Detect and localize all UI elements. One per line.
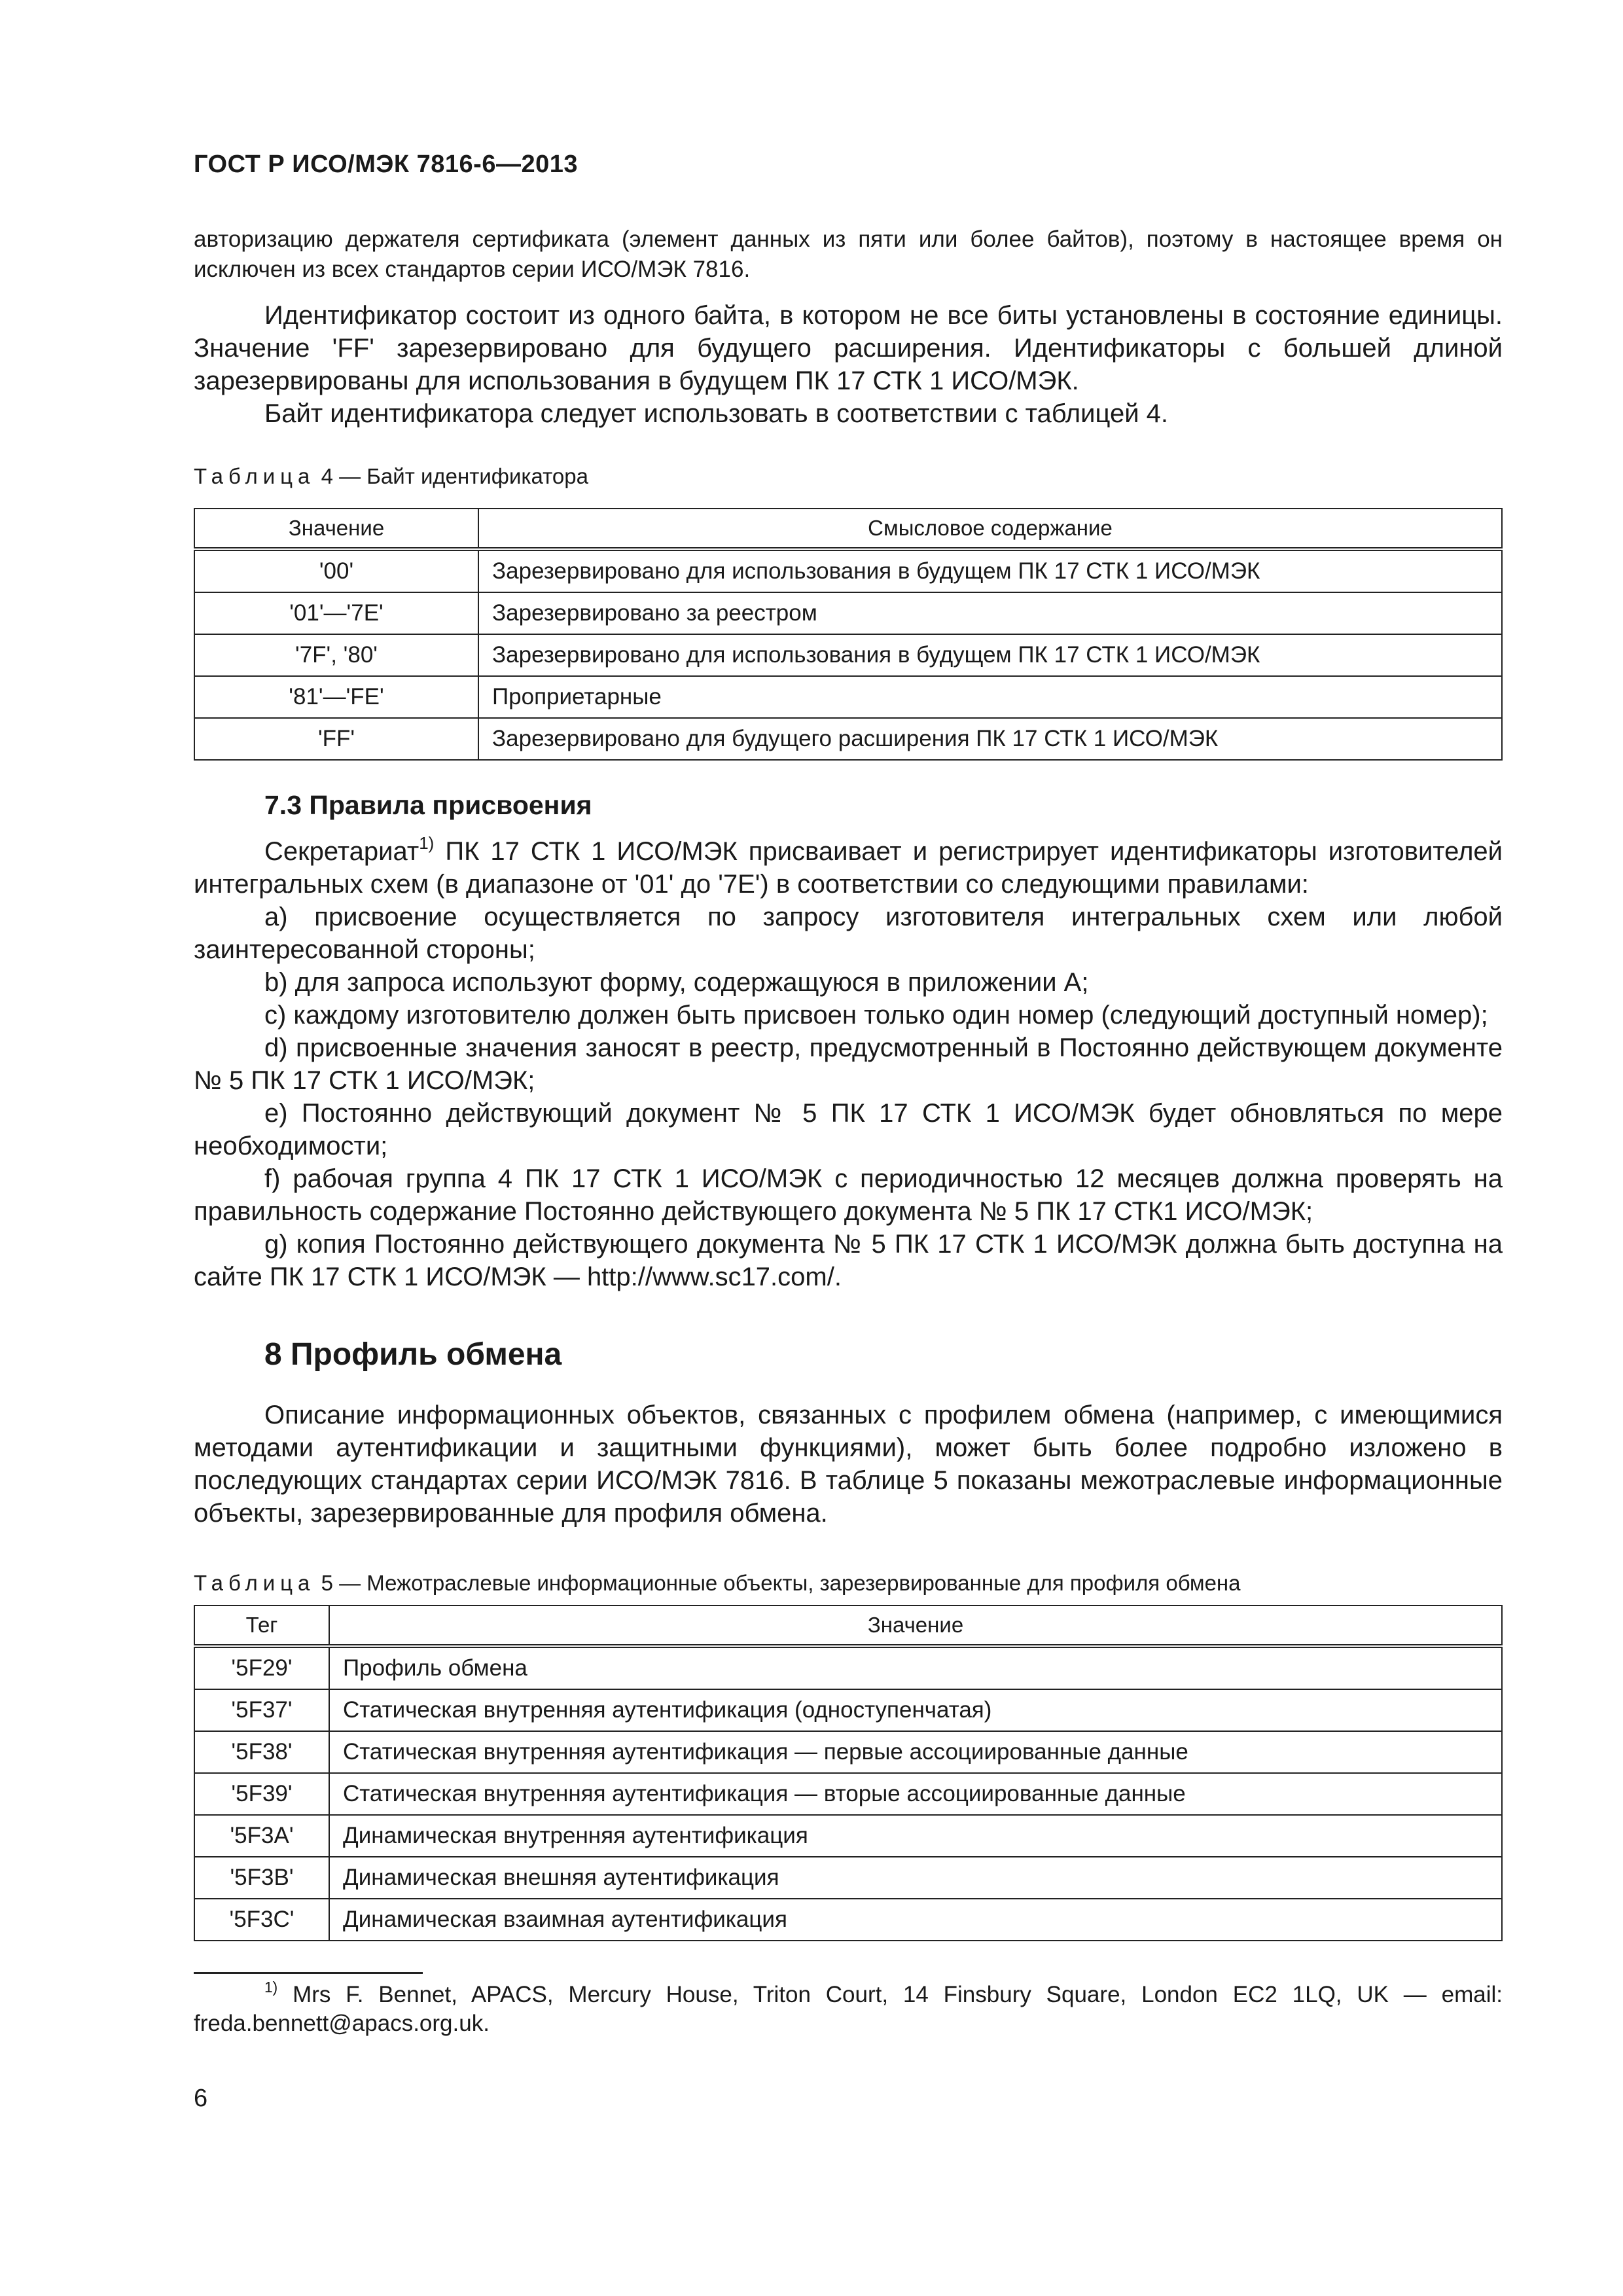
identifier-paragraph: Идентификатор состоит из одного байта, в котором не все биты установлены в состояние единицы. Значение 'FF' зарезервировано для будущего расширения. Идентификаторы с большей длиной зарезервированы для использования в будущем ПК 17 СТК 1 ИСО/МЭК. <box>194 301 1503 395</box>
list-item: a) присвоение осуществляется по запросу изготовителя интегральных схем или любой заинтересованной стороны; <box>194 903 1503 964</box>
footnote-ref[interactable]: 1) <box>419 833 435 853</box>
table4 <box>194 508 1503 761</box>
table-header-row <box>194 1605 1502 1646</box>
list-item: g) копия Постоянно действующего документа № 5 ПК 17 СТК 1 ИСО/МЭК должна быть доступна на сайте ПК 17 СТК 1 ИСО/МЭК — http://www.sc17.com/. <box>194 1230 1503 1291</box>
continuation-paragraph: авторизацию держателя сертификата (элемент данных из пяти или более байтов), поэтому в настоящее время он исключен из всех стандартов серии ИСО/МЭК 7816. <box>194 226 1503 282</box>
section-8 <box>194 1336 1503 1530</box>
table-row <box>194 1689 1502 1731</box>
section-lead-paragraph: Секретариат$^{1)}$ ПК 17 СТК 1 ИСО/МЭК присваивает и регистрирует идентификаторы изготовителей интегральных схем (в диапазоне от '01' до '7E') в соответствии со следующими правилами: <box>194 833 1503 899</box>
table4-caption: Таблица 4 — Байт идентификатора <box>194 464 588 488</box>
table-cell: '00' <box>194 549 478 592</box>
column-header: Тег <box>194 1605 329 1646</box>
table-row <box>194 634 1502 676</box>
column-header: Значение <box>194 509 478 549</box>
table-cell: Динамическая внутренняя аутентификация <box>329 1815 1502 1857</box>
list-item: c) каждому изготовителю должен быть присвоен только один номер (следующий доступный номер); <box>264 1001 1488 1030</box>
table-cell: '5F37' <box>194 1689 329 1731</box>
running-header: ГОСТ Р ИСО/МЭК 7816-6—2013 <box>194 151 578 178</box>
table-row <box>194 1646 1502 1689</box>
list-item: f) рабочая группа 4 ПК 17 СТК 1 ИСО/МЭК с периодичностью 12 месяцев должна проверять на правильность содержание Постоянно действующего документа № 5 ПК 17 СТК1 ИСО/МЭК; <box>194 1164 1503 1226</box>
column-header: Значение <box>329 1605 1502 1646</box>
table-row <box>194 718 1502 760</box>
footnote: $^{1)}$ Mrs F. Bennet, APACS, Mercury House, Triton Court, 14 Finsbury Square, London EC2 1LQ, UK — email: freda.bennett@apacs.org.uk. <box>194 1979 1503 2036</box>
footnote-divider <box>194 1972 423 1974</box>
table-cell: Динамическая внешняя аутентификация <box>329 1857 1502 1899</box>
list-item: d) присвоенные значения заносят в реестр, предусмотренный в Постоянно действующем документе № 5 ПК 17 СТК 1 ИСО/МЭК; <box>194 1033 1503 1095</box>
table-cell: Статическая внутренняя аутентификация (одноступенчатая) <box>329 1689 1502 1731</box>
footnote-marker: 1) <box>264 1979 278 1996</box>
table-row <box>194 1857 1502 1899</box>
intro-block <box>194 224 1503 430</box>
table-cell: 'FF' <box>194 718 478 760</box>
section-heading: 7.3 Правила присвоения <box>264 790 592 820</box>
table-cell: '7F', '80' <box>194 634 478 676</box>
table-cell: '5F3A' <box>194 1815 329 1857</box>
table-cell: Зарезервировано для будущего расширения ПК 17 СТК 1 ИСО/МЭК <box>478 718 1502 760</box>
table-row <box>194 1899 1502 1941</box>
section-paragraph: Описание информационных объектов, связанных с профилем обмена (например, с имеющимися методами аутентификации и защитными функциями), может быть более подробно изложено в последующих стандартах серии ИСО/МЭК 7816. В таблице 5 показаны межотраслевые информационные объекты, зарезервированные для профиля обмена. <box>194 1401 1503 1528</box>
table-cell: '5F3C' <box>194 1899 329 1941</box>
table-cell: '5F29' <box>194 1646 329 1689</box>
table-header-row <box>194 509 1502 549</box>
identifier-usage-paragraph: Байт идентификатора следует использовать в соответствии с таблицей 4. <box>264 399 1169 428</box>
table-row <box>194 549 1502 592</box>
section-heading: 8 Профиль обмена <box>264 1337 562 1372</box>
table-cell: '81'—'FE' <box>194 676 478 718</box>
column-header: Смысловое содержание <box>478 509 1502 549</box>
table-row <box>194 1815 1502 1857</box>
table-cell: '5F39' <box>194 1773 329 1815</box>
table-cell: Зарезервировано для использования в будущем ПК 17 СТК 1 ИСО/МЭК <box>478 634 1502 676</box>
page-number: 6 <box>194 2085 208 2112</box>
table5 <box>194 1605 1503 1941</box>
table-cell: Статическая внутренняя аутентификация — первые ассоциированные данные <box>329 1731 1502 1773</box>
table-cell: Проприетарные <box>478 676 1502 718</box>
table-row <box>194 676 1502 718</box>
table-row <box>194 1731 1502 1773</box>
table-cell: '01'—'7E' <box>194 592 478 634</box>
table-cell: Статическая внутренняя аутентификация — вторые ассоциированные данные <box>329 1773 1502 1815</box>
table-cell: Зарезервировано для использования в будущем ПК 17 СТК 1 ИСО/МЭК <box>478 549 1502 592</box>
table-row <box>194 592 1502 634</box>
table-cell: '5F3B' <box>194 1857 329 1899</box>
table-row <box>194 1773 1502 1815</box>
section-7-3 <box>194 790 1503 1293</box>
table-cell: '5F38' <box>194 1731 329 1773</box>
table-cell: Динамическая взаимная аутентификация <box>329 1899 1502 1941</box>
table-cell: Зарезервировано за реестром <box>478 592 1502 634</box>
table5-caption: Таблица 5 — Межотраслевые информационные объекты, зарезервированные для профиля обмена <box>194 1571 1241 1595</box>
list-item: e) Постоянно действующий документ № 5 ПК 17 СТК 1 ИСО/МЭК будет обновляться по мере необходимости; <box>194 1099 1503 1160</box>
list-item: b) для запроса используют форму, содержащуюся в приложении A; <box>264 968 1089 997</box>
table-cell: Профиль обмена <box>329 1646 1502 1689</box>
